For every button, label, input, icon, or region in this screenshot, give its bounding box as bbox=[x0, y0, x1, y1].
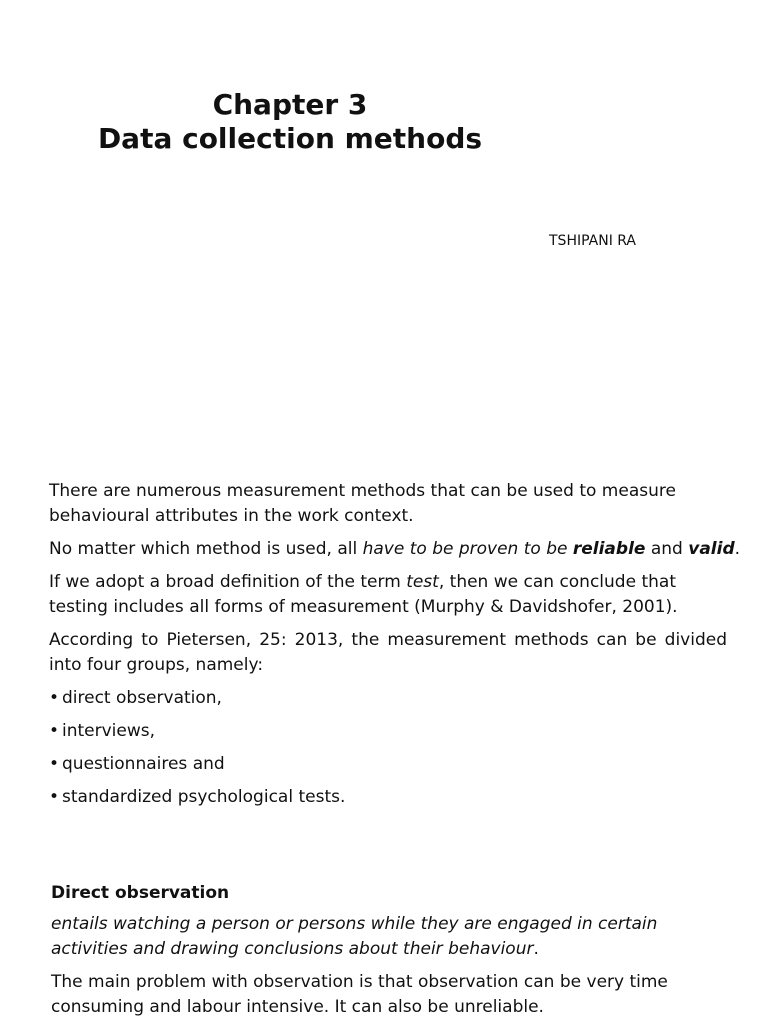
bullet-icon: • bbox=[49, 688, 60, 708]
direct-observation-section bbox=[51, 881, 731, 1020]
list-item-text: standardized psychological tests. bbox=[62, 787, 346, 807]
p2-before: No matter which method is used, all bbox=[49, 539, 363, 559]
list-item-text: interviews, bbox=[62, 721, 156, 741]
list-item bbox=[49, 719, 727, 744]
test-term: test bbox=[406, 572, 439, 592]
p3-after: , then we can conclude that testing includes all forms of measurement (Murphy & Davidshofer, 2001). bbox=[49, 572, 678, 617]
p2-italic: have to be proven to be bbox=[362, 539, 573, 559]
author-name: TSHIPANI RA bbox=[549, 233, 637, 249]
valid-term: valid bbox=[688, 539, 735, 559]
chapter-subtitle: Data collection methods bbox=[97, 122, 483, 155]
bullet-icon: • bbox=[49, 721, 60, 741]
definition-paragraph bbox=[51, 912, 731, 962]
definition-end: . bbox=[533, 939, 539, 959]
intro-section bbox=[49, 479, 741, 818]
list-item bbox=[49, 785, 727, 810]
method-list bbox=[49, 686, 727, 810]
bullet-icon: • bbox=[49, 787, 60, 807]
p3-before: If we adopt a broad definition of the term bbox=[49, 572, 407, 592]
definition-text: entails watching a person or persons while they are engaged in certain activities and drawing conclusions about their behaviour bbox=[51, 914, 658, 959]
intro-paragraph-3 bbox=[49, 570, 727, 620]
chapter-title bbox=[0, 88, 580, 156]
reliable-term: reliable bbox=[572, 539, 646, 559]
section-heading: Direct observation bbox=[51, 883, 230, 903]
p2-and: and bbox=[645, 539, 689, 559]
list-item bbox=[49, 752, 727, 777]
intro-paragraph-1: There are numerous measurement methods that can be used to measure behavioural attributes in the work context. bbox=[49, 481, 676, 526]
list-item-text: direct observation, bbox=[62, 688, 222, 708]
chapter-number: Chapter 3 bbox=[212, 88, 368, 121]
p2-end: . bbox=[734, 539, 741, 559]
list-item-text: questionnaires and bbox=[62, 754, 225, 774]
problem-paragraph: The main problem with observation is that observation can be very time consuming and labour intensive. It can also be unreliable. bbox=[51, 972, 668, 1017]
intro-paragraph-2 bbox=[49, 537, 741, 562]
list-item bbox=[49, 686, 727, 711]
bullet-icon: • bbox=[49, 754, 60, 774]
intro-paragraph-4: According to Pietersen, 25: 2013, the measurement methods can be divided into four groups, namely: bbox=[49, 630, 727, 675]
